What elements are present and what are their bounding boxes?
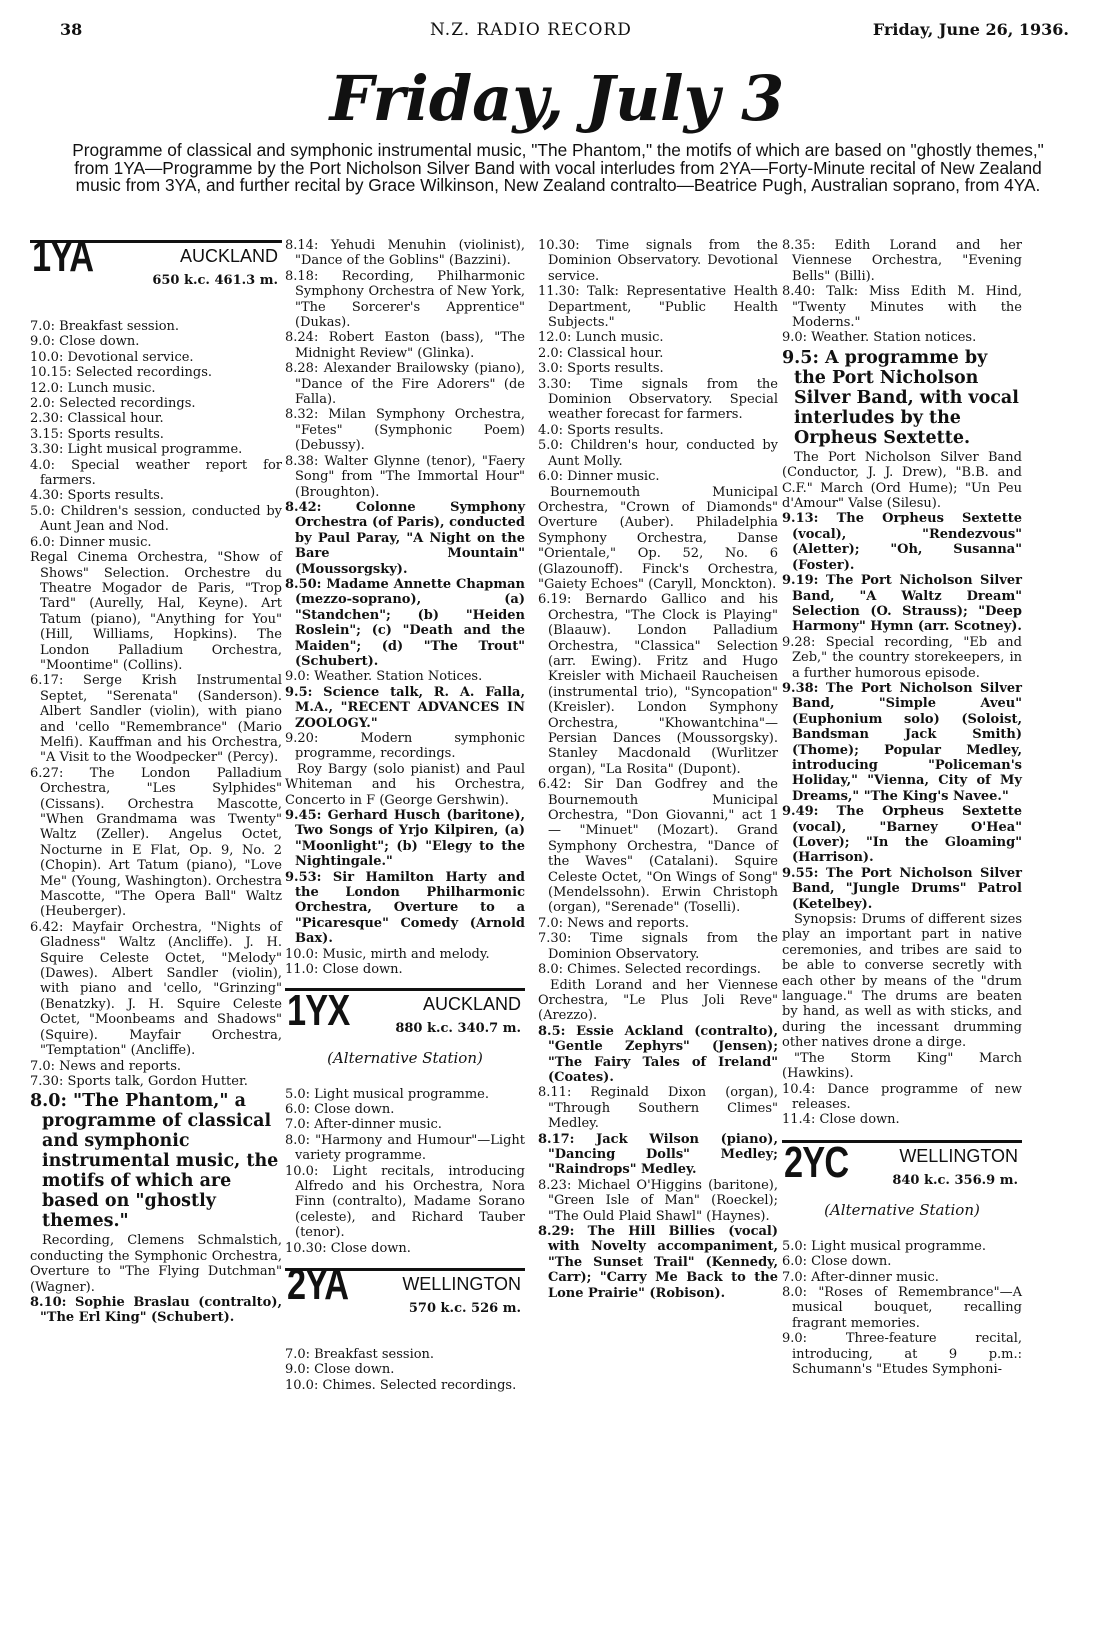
- programme-item: 10.30: Close down.: [285, 1240, 411, 1256]
- programme-item: 8.24: Robert Easton (bass), "The Midnight Review" (Glinka).: [285, 330, 525, 361]
- station-frequency: 570 k.c. 526 m.: [408, 1300, 521, 1316]
- programme-item: 6.0: Dinner music.: [30, 534, 152, 550]
- programme-item: Recording, Clemens Schmalstich, conducting the Symphonic Orchestra, Overture to "The Flying Dutchman" (Wagner).: [30, 1233, 282, 1295]
- programme-item: 11.30: Talk: Representative Health Department, "Public Health Subjects.": [538, 284, 778, 331]
- station-callsign: 2YA: [287, 1259, 349, 1309]
- column-4: [782, 238, 1022, 1377]
- programme-item: 9.5: Science talk, R. A. Falla, M.A., "RECENT ADVANCES IN ZOOLOGY.": [285, 684, 525, 731]
- page-number: 38: [60, 20, 83, 39]
- programme-item: 9.19: The Port Nicholson Silver Band, "A Waltz Dream" Selection (O. Strauss); "Deep Harmony" Hymn (arr. Scotney).: [782, 573, 1022, 635]
- programme-item: 8.0: Chimes. Selected recordings.: [538, 962, 761, 978]
- programme-item: 8.29: The Hill Billies (vocal) with Novelty accompaniment, "The Sunset Trail" (Kennedy, Carr); "Carry Me Back to the Lone Prairie" (Robison).: [538, 1224, 778, 1301]
- programme-item: 3.15: Sports results.: [30, 426, 164, 442]
- programme-item: 9.0: Close down.: [285, 1362, 395, 1378]
- programme-item: 10.15: Selected recordings.: [30, 365, 213, 381]
- programme-item: 9.49: The Orpheus Sextette (vocal), "Barney O'Hea" (Lover); "In the Gloaming" (Harrison).: [782, 804, 1022, 866]
- station-city: AUCKLAND: [179, 246, 278, 266]
- programme-item: 10.0: Devotional service.: [30, 349, 194, 365]
- programme-item: 6.42: Sir Dan Godfrey and the Bournemouth Municipal Orchestra, "Don Giovanni," act 1 — "Minuet" (Mozart). Grand Symphony Orchestra, "Dance of the Waves" (Catalani). Squire Celeste Octet, "On Wings of Song" (Mendelssohn). Erwin Christoph (organ), "Serenade" (Toselli).: [538, 777, 778, 916]
- programme-item: 9.55: The Port Nicholson Silver Band, "Jungle Drums" Patrol (Ketelbey).: [782, 865, 1022, 912]
- programme-item: 9.0: Close down.: [30, 334, 140, 350]
- programme-item: 6.19: Bernardo Gallico and his Orchestra, "The Clock is Playing" (Blaauw). London Palladium Orchestra, "Classica" Selection (arr. Ewing). Fritz and Hugo Kreisler with Michaeil Raucheisen (instrumental trio), "Syncopation" (Kreisler). London Symphony Orchestra, "Khowantchina"—Persian Dances (Moussorgsky). Stanley Macdonald (Wurlitzer organ), "La Rosita" (Dupont).: [538, 592, 778, 777]
- programme-item: 9.38: The Port Nicholson Silver Band, "Simple Aveu" (Euphonium solo) (Soloist, Bandsman Jack Smith) (Thome); Popular Medley, introducing "Policeman's Holiday," "Vienna, City of My Dreams," "The King's Navee.": [782, 680, 1022, 804]
- programme-item: 8.5: Essie Ackland (contralto), "Gentle Zephyrs" (Jensen); "The Fairy Tales of Ireland" (Coates).: [538, 1023, 778, 1085]
- programme-item: 7.0: Breakfast session.: [30, 319, 180, 334]
- station-alternative-label: (Alternative Station): [824, 1200, 980, 1219]
- station-frequency: 650 k.c. 461.3 m.: [152, 273, 278, 288]
- programme-item: "The Storm King" March (Hawkins).: [782, 1050, 1022, 1082]
- programme-item: 3.0: Sports results.: [538, 361, 664, 377]
- masthead: N.Z. RADIO RECORD: [430, 20, 632, 40]
- station-callsign: 2YC: [784, 1137, 849, 1187]
- programme-item: 5.0: Light musical programme.: [285, 1086, 490, 1102]
- programme-item: 9.45: Gerhard Husch (baritone), Two Songs of Yrjo Kilpiren, (a) "Moonlight"; (b) "Elegy to the Nightingale.": [285, 808, 525, 870]
- programme-item: 8.17: Jack Wilson (piano), "Dancing Dolls" Medley; "Raindrops" Medley.: [538, 1131, 778, 1178]
- programme-item: 8.14: Yehudi Menuhin (violinist), "Dance of the Goblins" (Bazzini).: [285, 238, 525, 269]
- programme-item: 5.0: Children's session, conducted by Aunt Jean and Nod.: [30, 503, 282, 535]
- programme-item: 4.30: Sports results.: [30, 488, 164, 504]
- programme-item: 4.0: Special weather report for farmers.: [30, 457, 282, 489]
- programme-item: 7.30: Time signals from the Dominion Observatory.: [538, 931, 778, 962]
- programme-item: 12.0: Lunch music.: [30, 380, 156, 396]
- programme-item: 5.0: Light musical programme.: [782, 1238, 987, 1254]
- station-callsign: 1YA: [32, 232, 94, 281]
- programme-item: 7.0: Breakfast session.: [285, 1346, 435, 1362]
- station-header-2ya: [285, 1259, 525, 1339]
- page-title: Friday, July 3: [329, 62, 785, 135]
- station-header-2yc: [782, 1137, 1022, 1231]
- programme-item: Bournemouth Municipal Orchestra, "Crown of Diamonds" Overture (Auber). Philadelphia Symphony Orchestra, Danse "Orientale," Op. 52, No. 6 (Glazounoff). Finck's Orchestra, "Gaiety Echoes" (Caryll, Monckton).: [538, 484, 778, 592]
- programme-item: 2.30: Classical hour.: [30, 411, 164, 427]
- programme-item: 6.27: The London Palladium Orchestra, "Les Sylphides" (Cissans). Orchestra Mascotte, "When Grandmama was Twenty" Waltz (Zeller). Angelus Octet, Nocturne in E Flat, Op. 9, No. 2 (Chopin). Art Tatum (piano), "Love Me" (Young, Washington). Orchestra Mascotte, "The Opera Ball" Waltz (Heuberger).: [30, 765, 282, 920]
- column-1: [30, 232, 282, 1326]
- station-frequency: 880 k.c. 340.7 m.: [395, 1020, 521, 1036]
- programme-item: 9.0: Weather. Station Notices.: [285, 669, 483, 685]
- programme-item: 2.0: Selected recordings.: [30, 396, 196, 412]
- programme-item: 10.4: Dance programme of new releases.: [782, 1081, 1022, 1112]
- programme-list-2ya: [285, 1347, 525, 1393]
- programme-list-1ya-cont: [285, 238, 525, 978]
- programme-item: 8.10: Sophie Braslau (contralto), "The Erl King" (Schubert).: [30, 1294, 282, 1326]
- programme-item: 11.4: Close down.: [782, 1112, 900, 1128]
- programme-item: 11.0: Close down.: [285, 962, 403, 978]
- programme-item: 8.35: Edith Lorand and her Viennese Orchestra, "Evening Bells" (Billi).: [782, 238, 1022, 284]
- programme-item: 9.20: Modern symphonic programme, recordings.: [285, 731, 525, 762]
- programme-list-1yx: [285, 1087, 525, 1256]
- programme-item: 7.30: Sports talk, Gordon Hutter.: [30, 1073, 248, 1089]
- column-2: [285, 238, 525, 1393]
- issue-date: Friday, June 26, 1936.: [872, 20, 1069, 39]
- programme-list-2yc: [782, 1239, 1022, 1378]
- station-city: WELLINGTON: [402, 1273, 521, 1294]
- programme-item: 8.18: Recording, Philharmonic Symphony Orchestra of New York, "The Sorcerer's Apprentice" (Dukas).: [285, 268, 525, 331]
- programme-item: 10.0: Light recitals, introducing Alfredo and his Orchestra, Nora Finn (contralto), Madame Sorano (celeste), and Richard Tauber (tenor).: [285, 1163, 525, 1241]
- programme-item: 8.42: Colonne Symphony Orchestra (of Paris), conducted by Paul Paray, "A Night on the Bare Mountain" (Moussorgsky).: [285, 499, 525, 577]
- programme-item: 5.0: Children's hour, conducted by Aunt Molly.: [538, 438, 778, 469]
- programme-item: 9.13: The Orpheus Sextette (vocal), "Rendezvous" (Aletter); "Oh, Susanna" (Foster).: [782, 511, 1022, 573]
- programme-item: 8.23: Michael O'Higgins (baritone), "Green Isle of Man" (Roeckel); "The Ould Plaid Shawl" (Haynes).: [538, 1177, 778, 1224]
- station-city: AUCKLAND: [422, 993, 521, 1014]
- programme-item: 8.50: Madame Annette Chapman (mezzo-soprano), (a) "Standchen"; (b) "Heiden Roslein"; (c) "Death and the Maiden"; (d) "The Trout" (Schubert).: [285, 576, 525, 669]
- programme-item: 8.0: "Roses of Remembrance"—A musical bouquet, recalling fragrant memories.: [782, 1284, 1022, 1331]
- programme-item: 4.0: Sports results.: [538, 422, 664, 438]
- column-3: [538, 238, 778, 1301]
- station-header-1yx: [285, 985, 525, 1079]
- programme-item: 6.0: Dinner music.: [538, 469, 660, 485]
- programme-item: The Port Nicholson Silver Band (Conductor, J. J. Drew), "B.B. and C.F." March (Ord Hume); "Un Peu d'Amour" Valse (Silesu).: [782, 449, 1022, 512]
- programme-item: 8.32: Milan Symphony Orchestra, "Fetes" (Symphonic Poem) (Debussy).: [285, 407, 525, 454]
- page-header: [60, 20, 1069, 46]
- programme-item: 8.11: Reginald Dixon (organ), "Through Southern Climes" Medley.: [538, 1085, 778, 1132]
- programme-list-2ya-evening: [782, 238, 1022, 346]
- programme-item: 9.28: Special recording, "Eb and Zeb," the country storekeepers, in a further humorous episode.: [782, 634, 1022, 681]
- station-header-1ya: [30, 232, 282, 311]
- programme-item: 7.0: After-dinner music.: [782, 1269, 939, 1285]
- station-alternative-label: (Alternative Station): [327, 1048, 483, 1067]
- programme-item: 3.30: Time signals from the Dominion Observatory. Special weather forecast for farmers.: [538, 376, 778, 423]
- programme-item: 6.0: Close down.: [782, 1254, 892, 1270]
- programme-item: 8.40: Talk: Miss Edith M. Hind, "Twenty Minutes with the Moderns.": [782, 284, 1022, 331]
- programme-item: 10.0: Chimes. Selected recordings.: [285, 1377, 517, 1393]
- intro-summary: Programme of classical and symphonic instrumental music, "The Phantom," the motifs of which are based on "ghostly themes," from 1YA—Programme by the Port Nicholson Silver Band with vocal interludes from 2YA—Forty-Minute recital of New Zealand music from 3YA, and further recital by Grace Wilkinson, New Zealand contralto—Beatrice Pugh, Australian soprano, from 4YA.: [72, 140, 1044, 195]
- feature-heading-phantom: 8.0: "The Phantom," a programme of classical and symphonic instrumental music, the motifs of which are based on "ghostly themes.": [30, 1091, 279, 1232]
- programme-item: 7.0: News and reports.: [30, 1058, 182, 1074]
- programme-list-2ya-cont: [538, 238, 778, 1301]
- programme-item: 3.30: Light musical programme.: [30, 442, 243, 458]
- programme-item: Edith Lorand and her Viennese Orchestra, "Le Plus Joli Reve" (Arezzo).: [538, 977, 778, 1024]
- programme-item: 2.0: Classical hour.: [538, 345, 664, 361]
- programme-item: Roy Bargy (solo pianist) and Paul Whiteman and his Orchestra, Concerto in F (George Gershwin).: [285, 761, 525, 808]
- station-callsign: 1YX: [287, 985, 350, 1035]
- programme-list-silver-band: [782, 450, 1022, 1128]
- programme-item: 12.0: Lunch music.: [538, 330, 664, 346]
- programme-item: 8.0: "Harmony and Humour"—Light variety programme.: [285, 1132, 525, 1164]
- programme-item: 7.0: News and reports.: [538, 915, 690, 931]
- programme-item: 6.17: Serge Krish Instrumental Septet, "Serenata" (Sanderson). Albert Sandler (violin), with piano and 'cello "Remembrance" (Mario Melfi). Kauffman and his Orchestra, "A Visit to the Woodpecker" (Percy).: [30, 673, 282, 766]
- programme-item: 10.0: Music, mirth and melody.: [285, 946, 490, 962]
- feature-heading-silver-band: 9.5: A programme by the Port Nicholson Silver Band, with vocal interludes by the Orpheus Sextette.: [782, 347, 1019, 448]
- programme-item: 7.0: After-dinner music.: [285, 1117, 442, 1133]
- programme-item: 9.53: Sir Hamilton Harty and the London Philharmonic Orchestra, Overture to a "Picaresque" Comedy (Arnold Bax).: [285, 869, 525, 947]
- programme-item: 9.0: Three-feature recital, introducing, at 9 p.m.: Schumann's "Etudes Symphoni-: [782, 1331, 1022, 1377]
- programme-item: 8.38: Walter Glynne (tenor), "Faery Song" from "The Immortal Hour" (Broughton).: [285, 453, 525, 500]
- programme-item: 6.42: Mayfair Orchestra, "Nights of Gladness" Waltz (Ancliffe). J. H. Squire Celeste Octet, "Melody" (Dawes). Albert Sandler (violin), with piano and 'cello, "Grinzing" (Benatzky). J. H. Squire Celeste Octet, "Moonbeams and Shadows" (Squire). Mayfair Orchestra, "Temptation" (Ancliffe).: [30, 919, 282, 1059]
- programme-item: 8.28: Alexander Brailowsky (piano), "Dance of the Fire Adorers" (de Falla).: [285, 361, 525, 408]
- station-frequency: 840 k.c. 356.9 m.: [892, 1172, 1018, 1188]
- programme-item: 10.30: Time signals from the Dominion Observatory. Devotional service.: [538, 238, 778, 284]
- programme-item: 9.0: Weather. Station notices.: [782, 330, 977, 346]
- station-city: WELLINGTON: [899, 1145, 1018, 1166]
- programme-item: Synopsis: Drums of different sizes play an important part in native ceremonies, and tribes are said to be able to converse secretly with each other by means of the "drum language." The drums are beaten by hand, as well as with sticks, and during the incessant drumming other natives drone a dirge.: [782, 912, 1022, 1051]
- programme-item: Regal Cinema Orchestra, "Show of Shows" Selection. Orchestre du Theatre Mogador de Paris, "Trop Tard" (Aurelly, Hal, Keyne). Art Tatum (piano), "Anything for You" (Hill, Williams, Hopkins). The London Palladium Orchestra, "Moontime" (Collins).: [30, 550, 282, 673]
- programme-item: 6.0: Close down.: [285, 1101, 395, 1117]
- programme-list-1ya: [30, 319, 282, 1089]
